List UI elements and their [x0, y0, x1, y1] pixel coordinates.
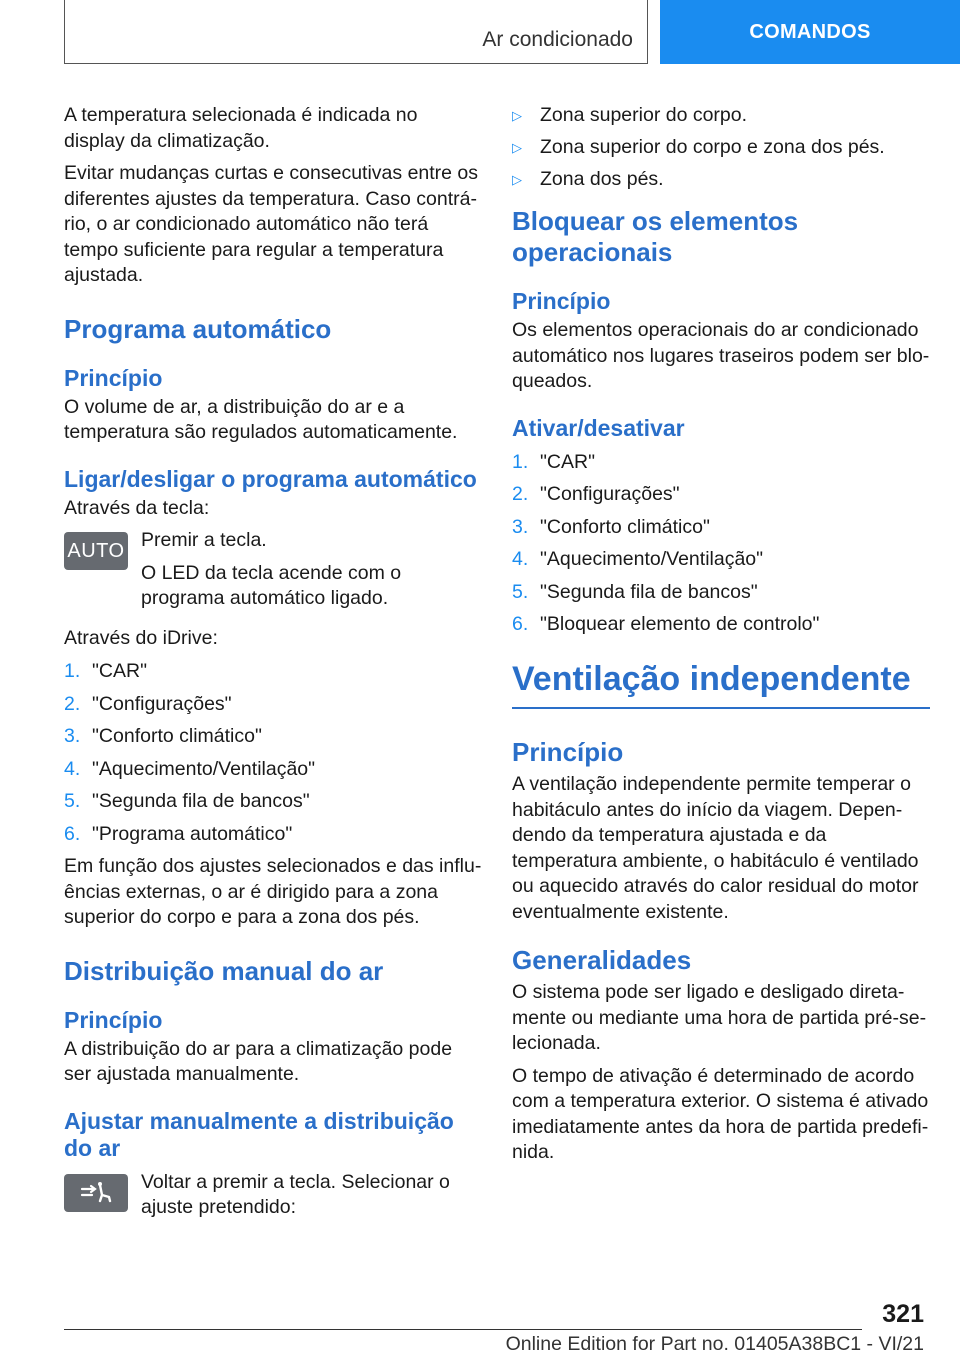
- idrive-step: [64, 789, 482, 814]
- intro-paragraph-1: A temperatura selecionada é indicada no display da climatização.: [64, 104, 418, 152]
- ativar-step: [512, 450, 930, 475]
- triangle-bullet-icon: ▷: [512, 172, 522, 187]
- step-number: 6.: [512, 613, 529, 635]
- triangle-bullet-icon: ▷: [512, 140, 522, 155]
- airflow-button-row: [64, 1170, 482, 1221]
- heading-ativar-desativar: Ativar/desativar: [512, 414, 685, 441]
- funcao-paragraph: Em função dos ajustes selecionados e das influências externas, o ar é dirigido para a zona superior do corpo e para a zona dos pés.: [64, 855, 482, 928]
- footer-divider: [64, 1329, 862, 1330]
- edition-note: Online Edition for Part no. 01405A38BC1 - VI/21: [505, 1333, 924, 1355]
- right-column: [512, 103, 930, 1173]
- led-paragraph-start: [141, 561, 482, 612]
- ventilacao-principio-paragraph: A ventilação independente permite temperar o habitáculo antes do início da viagem. Dependendo da temperatura ajustada e da temperatura ambiente, o habitáculo é ventilado ou aquecido através do calor residual do motor eventualmente existente.: [512, 773, 919, 923]
- step-text: "Programa automático": [92, 822, 293, 845]
- ativar-steps-list: [512, 450, 930, 638]
- heading-programa-automatico: Programa automático: [64, 313, 332, 344]
- step-text: "Segunda fila de bancos": [540, 580, 758, 603]
- airflow-zone-item: [512, 167, 930, 192]
- step-text: "Aquecimento/Ventilação": [540, 548, 764, 570]
- ativar-step: [512, 612, 930, 637]
- zone-text: Zona dos pés.: [540, 168, 664, 190]
- auto-button-icon: [64, 532, 128, 570]
- airflow-zone-item: [512, 103, 930, 128]
- premir-paragraph: Premir a tecla.: [141, 529, 267, 551]
- idrive-step: [64, 757, 482, 782]
- led-paragraph: O LED da tecla acende com o programa automático ligado.: [141, 561, 402, 609]
- voltar-paragraph: Voltar a premir a tecla. Selecionar o ajuste pretendido:: [141, 1170, 450, 1218]
- heading-principio-ventilacao: Princípio: [512, 737, 624, 767]
- heading-ventilacao-independente: Ventilação independente: [512, 659, 930, 709]
- step-text: "Configurações": [92, 692, 232, 715]
- idrive-step: [64, 692, 482, 717]
- section-title: Ar condicionado: [482, 28, 633, 51]
- step-number: 2.: [512, 483, 529, 505]
- step-number: 4.: [512, 548, 529, 570]
- step-text: "Aquecimento/Ventilação": [92, 757, 316, 780]
- left-column: [64, 103, 482, 1228]
- step-number: 5.: [64, 790, 81, 812]
- heading-distribuicao-manual: Distribuição manual do ar: [64, 955, 384, 986]
- principio-2-paragraph: A distribuição do ar para a climatização pode ser ajustada manualmente.: [64, 1037, 453, 1085]
- step-text: "Conforto climático": [92, 725, 262, 747]
- step-text: "CAR": [92, 660, 148, 682]
- generalidades-paragraph-1: O sistema pode ser ligado e desligado diretamente ou mediante uma hora de partida pré-selecionada.: [512, 981, 927, 1054]
- idrive-step: [64, 659, 482, 684]
- tecla-paragraph: Através da tecla:: [64, 496, 210, 519]
- heading-generalidades: Generalidades: [512, 945, 692, 975]
- triangle-bullet-icon: ▷: [512, 108, 522, 123]
- airflow-zone-list: [512, 103, 930, 192]
- airflow-zone-item: [512, 135, 930, 160]
- intro-paragraph-2: Evitar mudanças curtas e consecutivas entre os diferentes ajustes da temperatura. Caso contrário, o ar condicionado automático não terá tempo suficiente para regular a temperatura ajustada.: [64, 162, 479, 286]
- auto-button-row: [64, 528, 482, 612]
- header-section-box: [64, 0, 648, 64]
- heading-principio-bloquear: Princípio: [512, 288, 611, 314]
- ativar-step: [512, 515, 930, 540]
- ativar-step: [512, 580, 930, 605]
- ativar-step: [512, 482, 930, 507]
- zone-text: Zona superior do corpo.: [540, 104, 748, 126]
- heading-bloquear: Bloquear os elementos operacionais: [512, 206, 799, 267]
- step-text: "CAR": [540, 450, 596, 473]
- idrive-paragraph: Através do iDrive:: [64, 626, 218, 649]
- heading-principio: Princípio: [64, 364, 163, 391]
- step-number: 6.: [64, 822, 81, 845]
- idrive-steps-list: [64, 659, 482, 847]
- heading-ligar-desligar: Ligar/desligar o programa automático: [64, 465, 477, 492]
- zone-text: Zona superior do corpo e zona dos pés.: [540, 136, 885, 158]
- auto-icon-label: AUTO: [67, 539, 125, 562]
- step-number: 4.: [64, 757, 81, 780]
- airflow-distribution-icon: [64, 1174, 128, 1212]
- bloquear-principio-paragraph: Os elementos operacionais do ar condicionado automático nos lugares traseiros podem ser bloqueados.: [512, 319, 930, 392]
- heading-ajustar-manualmente: Ajustar manualmente a distribuição do ar: [64, 1107, 454, 1161]
- step-text: "Segunda fila de bancos": [92, 790, 310, 812]
- chapter-tab[interactable]: COMANDOS: [660, 0, 960, 64]
- generalidades-paragraph-2: O tempo de ativação é determinado de acordo com a temperatura exterior. O sistema é ativado imediatamente antes da hora de partida predefinida.: [512, 1064, 929, 1163]
- page-number: 321: [882, 1300, 924, 1328]
- idrive-step: [64, 822, 482, 847]
- idrive-step: [64, 724, 482, 749]
- step-number: 3.: [64, 725, 81, 747]
- heading-principio-2: Princípio: [64, 1006, 163, 1033]
- step-number: 3.: [512, 515, 529, 538]
- step-text: "Configurações": [540, 483, 680, 505]
- step-text: "Conforto climático": [540, 515, 710, 538]
- step-number: 1.: [512, 450, 529, 473]
- ativar-step: [512, 547, 930, 572]
- step-text: "Bloquear elemento de controlo": [540, 613, 820, 635]
- step-number: 1.: [64, 660, 81, 682]
- principio-paragraph: O volume de ar, a distribuição do ar e a temperatura são regulados automaticamente.: [64, 395, 458, 443]
- step-number: 5.: [512, 580, 529, 603]
- step-number: 2.: [64, 692, 81, 715]
